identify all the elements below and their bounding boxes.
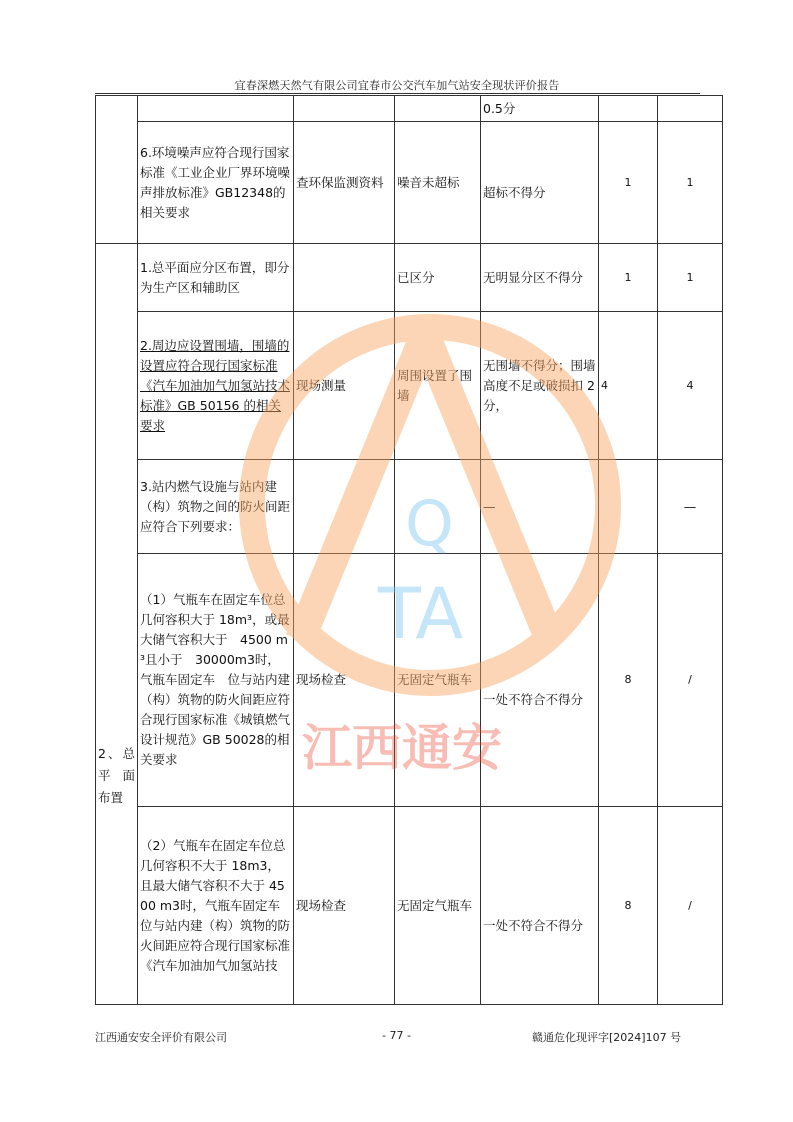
method-cell: 现场测量 <box>294 312 395 460</box>
score-cell: 1 <box>599 122 658 244</box>
score-cell: 4 <box>599 312 658 460</box>
criteria-cell: 一处不符合不得分 <box>481 554 599 807</box>
finding-cell: 周围设置了围墙 <box>395 312 481 460</box>
method-cell: 查环保监测资料 <box>294 122 395 244</box>
footer-company: 江西通安安全评价有限公司 <box>95 1031 227 1044</box>
criteria-cell: 无围墙不得分；围墙高度不足或破损扣 2 分， <box>481 312 599 460</box>
got-cell: 1 <box>658 244 723 312</box>
got-cell: 1 <box>658 122 723 244</box>
requirement-cell: 3.站内燃气设施与站内建（构）筑物之间的防火间距应符合下列要求： <box>138 460 294 554</box>
criteria-cell: 一处不符合不得分 <box>481 807 599 1005</box>
table-row <box>96 312 723 460</box>
criteria-cell: 无明显分区不得分 <box>481 244 599 312</box>
footer-page-number: - 77 - <box>382 1029 411 1042</box>
got-cell: 4 <box>658 312 723 460</box>
score-cell: 1 <box>599 244 658 312</box>
finding-cell: — <box>481 460 599 554</box>
got-cell: / <box>658 554 723 807</box>
requirement-cell: （2）气瓶车在固定车位总几何容积不大于 18m3，且最大储气容积不大于 4500 m3时，气瓶车固定车位与站内建（构）筑物的防火间距应符合现行国家标准《汽车加油加气加氢站技 <box>138 807 294 1005</box>
requirement-cell: 1.总平面应分区布置，即分为生产区和辅助区 <box>138 244 294 312</box>
table-row <box>96 244 723 312</box>
table-row <box>96 554 723 807</box>
requirement-cell: 6.环境噪声应符合现行国家标准《工业企业厂界环境噪声排放标准》GB12348的相关要求 <box>138 122 294 244</box>
got-cell: / <box>658 807 723 1005</box>
finding-cell: 噪音未超标 <box>395 122 481 244</box>
got-cell: — <box>658 460 723 554</box>
footer-report-number: 赣通危化现评字[2024]107 号 <box>532 1031 682 1044</box>
watermark-ta: TA <box>378 573 464 655</box>
score-cell: 8 <box>599 807 658 1005</box>
finding-cell: 无固定气瓶车 <box>395 807 481 1005</box>
watermark-text: 江西通安 <box>302 719 502 777</box>
criteria-cell: 0.5分 <box>481 96 599 122</box>
finding-cell: 已区分 <box>395 244 481 312</box>
category-cell: 2、总平面布置 <box>96 244 138 1005</box>
category-cell-top <box>96 96 138 244</box>
table-row <box>96 122 723 244</box>
requirement-cell: 2.周边应设置围墙，围墙的设置应符合现行国家标准《汽车加油加气加氢站技术标准》GB 50156 的相关要求 <box>138 312 294 460</box>
table-row <box>96 96 723 122</box>
evaluation-table <box>95 95 723 1005</box>
finding-cell: 无固定气瓶车 <box>395 554 481 807</box>
criteria-cell: 超标不得分 <box>481 122 599 244</box>
table-row <box>96 460 723 554</box>
score-cell: 8 <box>599 554 658 807</box>
method-cell: 现场检查 <box>294 554 395 807</box>
method-cell: 现场检查 <box>294 807 395 1005</box>
requirement-cell: （1）气瓶车在固定车位总几何容积大于 18m³，或最大储气容积大于 4500 m³且小于 30000m3时，气瓶车固定车 位与站内建（构）筑物的防火间距应符合现行国家标准《城镇燃气设计规范》GB 50028的相关要求 <box>138 554 294 807</box>
watermark-q: Q <box>405 487 454 560</box>
method-cell <box>294 244 395 312</box>
table-row <box>96 807 723 1005</box>
page-header: 宜春深燃天然气有限公司宜春市公交汽车加气站安全现状评价报告 <box>234 79 560 92</box>
